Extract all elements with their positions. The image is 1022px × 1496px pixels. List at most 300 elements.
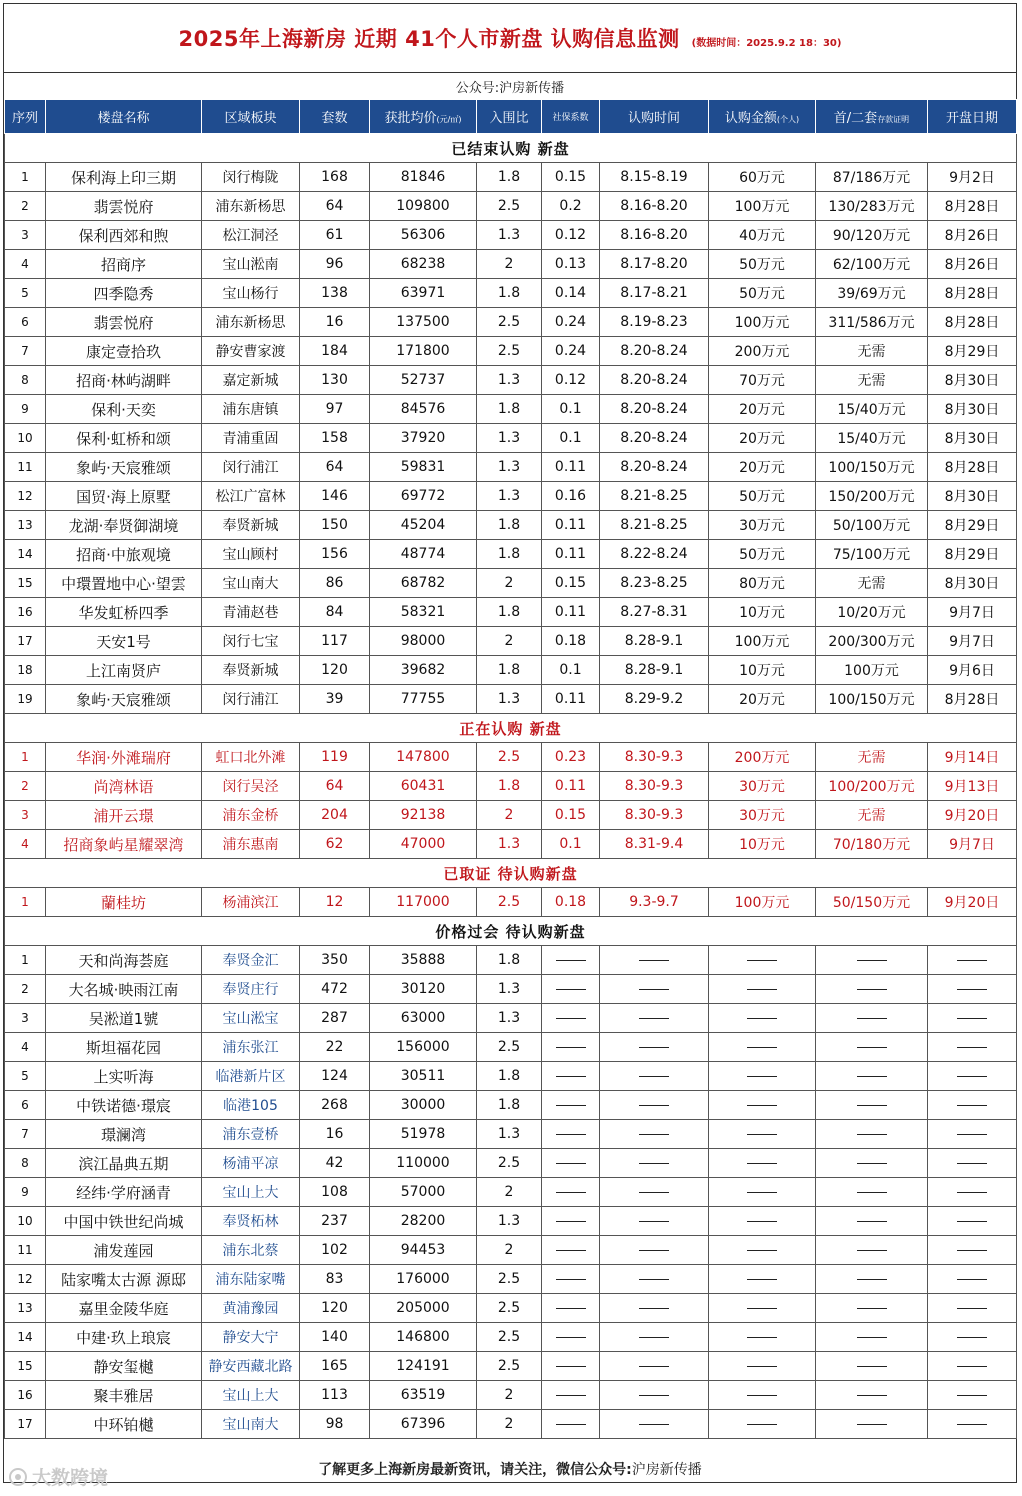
column-header-label: 获批均价 [384,111,437,126]
cell-ratio: 2.5 [477,1294,542,1323]
cell-social: 0.1 [542,830,600,859]
cell-ratio: 1.8 [477,946,542,975]
cell-ratio: 2.5 [477,1352,542,1381]
cell-units: 130 [300,366,370,395]
cell-opening [928,1062,1017,1091]
cell-amount: 50万元 [709,279,816,308]
cell-opening [928,975,1017,1004]
cell-price: 63519 [370,1381,477,1410]
cell-period: 8.27-8.31 [600,598,709,627]
empty-dash [747,960,777,961]
cell-period: 8.30-9.3 [600,772,709,801]
table-row [5,453,1017,482]
cell-price: 63971 [370,279,477,308]
cell-period: 9.3-9.7 [600,888,709,917]
cell-amount [709,1207,816,1236]
cell-amount [709,1323,816,1352]
page-title: 2025年上海新房 近期 41个人市新盘 认购信息监测 [178,27,680,51]
cell-ratio: 1.3 [477,685,542,714]
table-row [5,946,1017,975]
cell-period [600,1381,709,1410]
cell-name: 浦发莲园 [46,1236,202,1265]
cell-social: 0.15 [542,569,600,598]
cell-social [542,1352,600,1381]
empty-dash [556,1163,586,1164]
cell-name: 璟澜湾 [46,1120,202,1149]
cell-seq: 10 [5,1207,46,1236]
cell-area: 奉贤庄行 [202,975,300,1004]
cell-area: 嘉定新城 [202,366,300,395]
cell-ratio: 1.3 [477,221,542,250]
table-row [5,337,1017,366]
empty-dash [957,1047,987,1048]
footer-note [4,1456,1016,1482]
cell-area: 奉贤柘林 [202,1207,300,1236]
cell-name: 招商序 [46,250,202,279]
empty-dash [957,1192,987,1193]
cell-amount: 200万元 [709,337,816,366]
cell-name: 中建·玖上琅宸 [46,1323,202,1352]
cell-area: 浦东北蔡 [202,1236,300,1265]
empty-dash [556,1047,586,1048]
empty-dash [857,1047,887,1048]
cell-amount: 50万元 [709,540,816,569]
cell-seq: 7 [5,337,46,366]
empty-dash [639,1366,669,1367]
table-row [5,801,1017,830]
cell-seq: 14 [5,1323,46,1352]
empty-dash [556,1366,586,1367]
cell-units: 64 [300,772,370,801]
cell-seq: 2 [5,192,46,221]
cell-price: 98000 [370,627,477,656]
cell-period [600,1294,709,1323]
cell-price: 52737 [370,366,477,395]
cell-deposit [816,1062,928,1091]
cell-seq: 8 [5,1149,46,1178]
cell-ratio: 1.8 [477,598,542,627]
cell-ratio: 1.3 [477,424,542,453]
cell-period [600,1352,709,1381]
cell-price: 48774 [370,540,477,569]
table-row [5,279,1017,308]
cell-area: 浦东惠南 [202,830,300,859]
empty-dash [857,960,887,961]
empty-dash [639,960,669,961]
cell-period [600,1410,709,1439]
cell-name: 中国中铁世纪尚城 [46,1207,202,1236]
cell-ratio: 1.8 [477,772,542,801]
cell-social: 0.11 [542,772,600,801]
cell-units: 287 [300,1004,370,1033]
column-header-unit: (个人) [776,115,800,124]
cell-area: 虹口北外滩 [202,743,300,772]
cell-price: 156000 [370,1033,477,1062]
cell-price: 59831 [370,453,477,482]
cell-opening [928,1091,1017,1120]
cell-period: 8.21-8.25 [600,482,709,511]
cell-area: 浦东新杨思 [202,308,300,337]
cell-name: 尚湾林语 [46,772,202,801]
cell-name: 康定壹拾玖 [46,337,202,366]
empty-dash [639,1424,669,1425]
cell-seq: 4 [5,250,46,279]
cell-units: 61 [300,221,370,250]
empty-dash [556,1424,586,1425]
empty-dash [639,1134,669,1135]
cell-ratio: 1.3 [477,453,542,482]
cell-name: 招商·中旅观境 [46,540,202,569]
cell-ratio: 1.3 [477,482,542,511]
cell-area: 青浦赵巷 [202,598,300,627]
empty-dash [957,960,987,961]
cell-price: 58321 [370,598,477,627]
cell-period [600,1091,709,1120]
cell-amount: 20万元 [709,453,816,482]
cell-social: 0.24 [542,308,600,337]
cell-period: 8.19-8.23 [600,308,709,337]
cell-ratio: 2 [477,1381,542,1410]
cell-seq: 12 [5,1265,46,1294]
cell-units: 184 [300,337,370,366]
empty-dash [639,1221,669,1222]
cell-opening: 9月20日 [928,888,1017,917]
cell-area: 静安西藏北路 [202,1352,300,1381]
cell-deposit: 87/186万元 [816,163,928,192]
cell-ratio: 1.3 [477,1004,542,1033]
table-row [5,1352,1017,1381]
section-title: 已取证 待认购新盘 [5,859,1017,888]
cell-name: 象屿·天宸雅颂 [46,453,202,482]
table-row [5,1265,1017,1294]
cell-social: 0.16 [542,482,600,511]
table-row [5,1323,1017,1352]
cell-amount: 70万元 [709,366,816,395]
cell-seq: 16 [5,1381,46,1410]
cell-period [600,1004,709,1033]
column-header-label: 认购金额 [724,111,777,126]
cell-period: 8.28-9.1 [600,627,709,656]
cell-deposit: 10/20万元 [816,598,928,627]
cell-period: 8.23-8.25 [600,569,709,598]
cell-ratio: 2.5 [477,337,542,366]
cell-name: 象屿·天宸雅颂 [46,685,202,714]
cell-ratio: 1.8 [477,1091,542,1120]
cell-amount: 200万元 [709,743,816,772]
cell-period [600,1062,709,1091]
cell-amount [709,1178,816,1207]
cell-seq: 17 [5,1410,46,1439]
cell-social [542,1265,600,1294]
cell-seq: 9 [5,395,46,424]
table-row [5,1062,1017,1091]
empty-dash [556,1018,586,1019]
cell-area: 闵行七宝 [202,627,300,656]
cell-units: 204 [300,801,370,830]
cell-ratio: 1.8 [477,511,542,540]
cell-name: 浦开云璟 [46,801,202,830]
cell-area: 青浦重固 [202,424,300,453]
cell-deposit: 130/283万元 [816,192,928,221]
cell-opening: 8月29日 [928,337,1017,366]
table-row [5,1381,1017,1410]
cell-area: 静安大宁 [202,1323,300,1352]
cell-deposit: 50/150万元 [816,888,928,917]
cell-area: 奉贤新城 [202,656,300,685]
column-header [816,100,928,134]
cell-social [542,975,600,1004]
table-row [5,1178,1017,1207]
cell-area: 杨浦滨江 [202,888,300,917]
column-header-row [5,100,1017,134]
cell-area: 奉贤新城 [202,511,300,540]
cell-area: 临港105 [202,1091,300,1120]
section-title: 价格过会 待认购新盘 [5,917,1017,946]
cell-units: 124 [300,1062,370,1091]
cell-period: 8.20-8.24 [600,424,709,453]
table-row [5,366,1017,395]
cell-amount [709,1381,816,1410]
table-row [5,1410,1017,1439]
cell-name: 天和尚海荟庭 [46,946,202,975]
empty-dash [857,1337,887,1338]
cell-name: 上江南贤庐 [46,656,202,685]
cell-ratio: 2.5 [477,308,542,337]
cell-amount: 10万元 [709,656,816,685]
cell-price: 45204 [370,511,477,540]
empty-dash [747,1018,777,1019]
table-row [5,163,1017,192]
cell-deposit: 39/69万元 [816,279,928,308]
cell-deposit [816,1004,928,1033]
cell-period: 8.20-8.24 [600,395,709,424]
cell-deposit: 15/40万元 [816,395,928,424]
cell-deposit [816,1207,928,1236]
cell-area: 浦东陆家嘴 [202,1265,300,1294]
cell-amount [709,1294,816,1323]
cell-ratio: 2.5 [477,1149,542,1178]
empty-dash [957,1076,987,1077]
cell-period: 8.30-9.3 [600,801,709,830]
cell-opening: 9月14日 [928,743,1017,772]
cell-name: 保利·虹桥和颂 [46,424,202,453]
cell-social [542,1381,600,1410]
cell-seq: 9 [5,1178,46,1207]
empty-dash [639,989,669,990]
cell-units: 39 [300,685,370,714]
table-row [5,975,1017,1004]
cell-name: 保利西郊和煦 [46,221,202,250]
cell-price: 176000 [370,1265,477,1294]
cell-area: 浦东张江 [202,1033,300,1062]
cell-ratio: 2 [477,801,542,830]
cell-units: 12 [300,888,370,917]
cell-area: 浦东唐镇 [202,395,300,424]
cell-ratio: 1.8 [477,279,542,308]
empty-dash [857,1192,887,1193]
cell-ratio: 2.5 [477,192,542,221]
column-header-label: 社保系数 [552,113,589,123]
table-row [5,424,1017,453]
cell-amount: 60万元 [709,163,816,192]
cell-social [542,1033,600,1062]
empty-dash [747,1134,777,1135]
cell-ratio: 2 [477,569,542,598]
empty-dash [857,1221,887,1222]
cell-opening: 9月7日 [928,598,1017,627]
cell-period [600,1178,709,1207]
cell-price: 39682 [370,656,477,685]
empty-dash [747,1047,777,1048]
cell-area: 静安曹家渡 [202,337,300,366]
column-header-unit: (元/㎡) [436,115,462,124]
title-bar [4,4,1016,73]
cell-units: 22 [300,1033,370,1062]
cell-units: 165 [300,1352,370,1381]
cell-units: 96 [300,250,370,279]
cell-opening: 8月30日 [928,424,1017,453]
cell-name: 中铁诺德·璟宸 [46,1091,202,1120]
cell-seq: 13 [5,1294,46,1323]
cell-period [600,1236,709,1265]
table-row [5,627,1017,656]
table-row [5,1004,1017,1033]
cell-social: 0.11 [542,453,600,482]
footer-account: 沪房新传播 [631,1462,702,1478]
empty-dash [747,1076,777,1077]
section-title: 已结束认购 新盘 [5,134,1017,163]
cell-area: 临港新片区 [202,1062,300,1091]
cell-name: 陆家嘴太古源 源邸 [46,1265,202,1294]
cell-price: 51978 [370,1120,477,1149]
cell-ratio: 1.8 [477,540,542,569]
cell-units: 108 [300,1178,370,1207]
cell-price: 67396 [370,1410,477,1439]
cell-deposit [816,1410,928,1439]
watermark [8,1463,108,1490]
cell-opening: 8月26日 [928,250,1017,279]
column-header-label: 套数 [321,111,348,126]
cell-deposit: 无需 [816,337,928,366]
cell-deposit [816,1294,928,1323]
cell-period: 8.15-8.19 [600,163,709,192]
column-header [709,100,816,134]
empty-dash [957,989,987,990]
cell-amount: 10万元 [709,598,816,627]
cell-opening [928,1265,1017,1294]
cell-price: 68782 [370,569,477,598]
empty-dash [747,1395,777,1396]
cell-ratio: 2 [477,1236,542,1265]
table-row [5,598,1017,627]
cell-name: 龙湖·奉贤御湖境 [46,511,202,540]
cell-social [542,1323,600,1352]
empty-dash [857,1018,887,1019]
cell-price: 60431 [370,772,477,801]
empty-dash [857,1163,887,1164]
cell-amount: 30万元 [709,801,816,830]
cell-opening: 8月28日 [928,453,1017,482]
empty-dash [639,1395,669,1396]
cell-units: 119 [300,743,370,772]
cell-period: 8.31-9.4 [600,830,709,859]
empty-dash [639,1047,669,1048]
empty-dash [556,1192,586,1193]
cell-name: 大名城·映雨江南 [46,975,202,1004]
cell-ratio: 2 [477,627,542,656]
table-row [5,1033,1017,1062]
data-timestamp: (数据时间：2025.9.2 18：30) [691,37,842,49]
cell-opening: 9月7日 [928,627,1017,656]
empty-dash [747,1250,777,1251]
cell-units: 86 [300,569,370,598]
cell-amount [709,1236,816,1265]
cell-opening [928,1120,1017,1149]
empty-dash [957,1163,987,1164]
column-header [5,100,46,134]
empty-dash [556,1076,586,1077]
cell-name: 四季隐秀 [46,279,202,308]
cell-seq: 5 [5,279,46,308]
cell-ratio: 1.3 [477,1207,542,1236]
cell-name: 聚丰雅居 [46,1381,202,1410]
empty-dash [857,1395,887,1396]
cell-name: 翡雲悦府 [46,308,202,337]
empty-dash [747,989,777,990]
cell-deposit: 311/586万元 [816,308,928,337]
cell-area: 浦东金桥 [202,801,300,830]
cell-name: 招商象屿星耀翠湾 [46,830,202,859]
cell-social: 0.12 [542,366,600,395]
cell-ratio: 2.5 [477,1265,542,1294]
cell-opening: 8月26日 [928,221,1017,250]
cell-social: 0.11 [542,598,600,627]
cell-price: 56306 [370,221,477,250]
cell-amount [709,1265,816,1294]
cell-seq: 4 [5,1033,46,1062]
empty-dash [747,1279,777,1280]
column-header [477,100,542,134]
empty-dash [957,1308,987,1309]
cell-area: 浦东新杨思 [202,192,300,221]
cell-seq: 2 [5,975,46,1004]
cell-seq: 1 [5,888,46,917]
cell-social: 0.15 [542,801,600,830]
cell-units: 146 [300,482,370,511]
cell-ratio: 2.5 [477,888,542,917]
table-row [5,685,1017,714]
cell-name: 国贸·海上原墅 [46,482,202,511]
cell-seq: 14 [5,540,46,569]
cell-deposit: 15/40万元 [816,424,928,453]
cell-area: 宝山上大 [202,1178,300,1207]
cell-seq: 11 [5,1236,46,1265]
column-header [300,100,370,134]
cell-price: 77755 [370,685,477,714]
cell-price: 147800 [370,743,477,772]
cell-seq: 11 [5,453,46,482]
cell-social [542,1294,600,1323]
cell-price: 47000 [370,830,477,859]
cell-amount [709,1410,816,1439]
cell-opening: 8月30日 [928,569,1017,598]
cell-price: 124191 [370,1352,477,1381]
cell-deposit: 50/100万元 [816,511,928,540]
cell-opening: 9月20日 [928,801,1017,830]
cell-area: 闵行浦江 [202,685,300,714]
table-row [5,656,1017,685]
cell-amount: 100万元 [709,888,816,917]
